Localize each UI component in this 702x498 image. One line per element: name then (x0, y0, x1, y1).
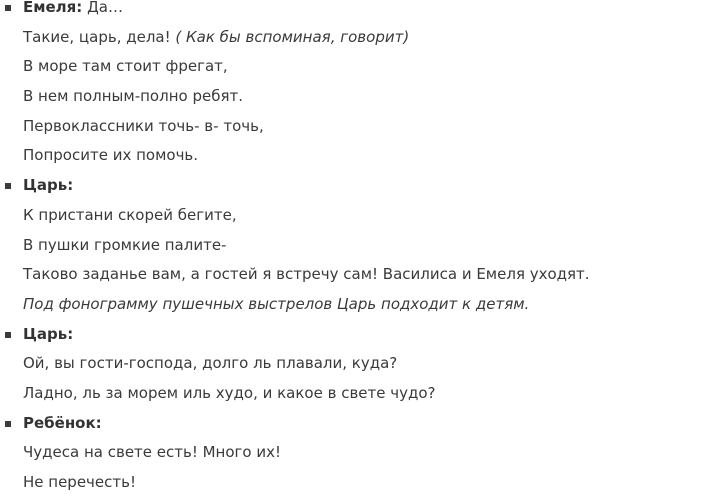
dialogue-line (0, 349, 702, 379)
speaker-text: Да… (82, 0, 123, 16)
bullet-icon (5, 332, 11, 338)
speaker-line (0, 409, 702, 439)
dialogue-text: Ой, вы гости-господа, долго ль плавали, куда? (23, 354, 398, 373)
dialogue-line (0, 231, 702, 261)
dialogue-text: В море там стоит фрегат, (23, 57, 228, 76)
dialogue-text: Первоклассники точь- в- точь, (23, 116, 264, 135)
stage-direction-line (0, 290, 702, 320)
dialogue-line (0, 23, 702, 53)
speaker-line (0, 320, 702, 350)
dialogue-line (0, 112, 702, 142)
speaker-name: Царь: (23, 324, 74, 343)
bullet-icon (5, 5, 11, 11)
dialogue-text: Не перечесть! (23, 473, 136, 491)
stage-direction: Под фонограмму пушечных выстрелов Царь подходит к детям. (23, 294, 530, 313)
stage-direction: ( Как бы вспоминая, говорит) (175, 27, 410, 46)
bullet-icon (5, 183, 11, 189)
dialogue-text: Такие, царь, дела! (23, 27, 176, 46)
dialogue-line (0, 468, 702, 498)
dialogue-line (0, 379, 702, 409)
dialogue-line (0, 82, 702, 112)
dialogue-text: Попросите их помочь. (23, 146, 199, 165)
dialogue-text: В пушки громкие палите- (23, 235, 227, 254)
bullet-icon (5, 421, 11, 427)
dialogue-line (0, 438, 702, 468)
dialogue-line (0, 52, 702, 82)
dialogue-line (0, 260, 702, 290)
dialogue-line (0, 141, 702, 171)
speaker-line (0, 171, 702, 201)
dialogue-line (0, 201, 702, 231)
speaker-line (0, 0, 702, 23)
speaker-name: Емеля: (23, 0, 83, 16)
dialogue-text: Чудеса на свете есть! Много их! (23, 443, 282, 462)
dialogue-text: К пристани скорей бегите, (23, 205, 237, 224)
dialogue-text: Ладно, ль за морем иль худо, и какое в свете чудо? (23, 383, 436, 402)
speaker-name: Царь: (23, 176, 74, 195)
dialogue-text: Таково заданье вам, а гостей я встречу сам! Василиса и Емеля уходят. (23, 265, 590, 284)
speaker-name: Ребёнок: (23, 413, 102, 432)
dialogue-text: В нем полным-полно ребят. (23, 87, 243, 106)
